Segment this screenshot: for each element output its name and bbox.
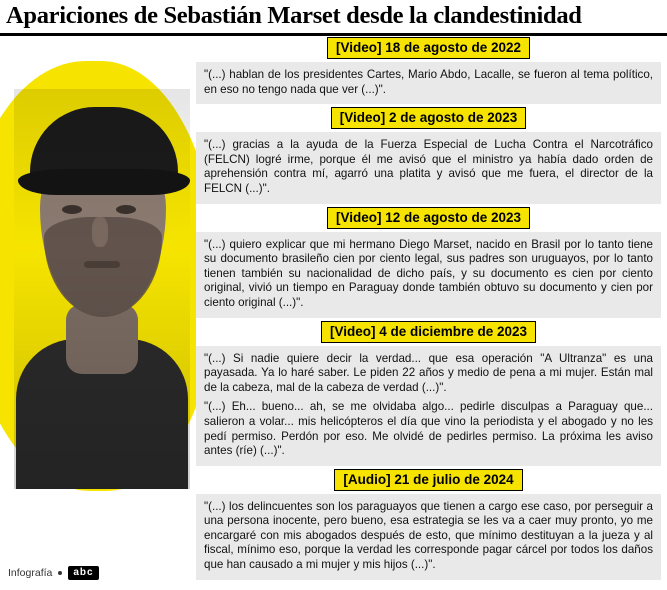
quote-heading-wrap — [196, 207, 661, 232]
quote-heading: [Video] 18 de agosto de 2022 — [327, 37, 530, 59]
portrait-column — [0, 37, 196, 590]
quote-heading-wrap — [196, 37, 661, 62]
quote-heading-wrap — [196, 469, 661, 494]
quote-body — [196, 494, 661, 580]
quote-heading: [Audio] 21 de julio de 2024 — [334, 469, 522, 491]
portrait-shading — [14, 89, 190, 489]
credit-label: Infografía — [8, 567, 53, 579]
quote-paragraph: "(...) Si nadie quiere decir la verdad... que esa operación "A Ultranza" es una payasada. Ya lo haré saber. Le piden 22 años y medio de pena a mi mujer. Están mal de la cabeza, mal de la cabeza de verdad (...)". — [204, 351, 653, 394]
credit — [8, 566, 99, 580]
quote-body — [196, 132, 661, 203]
quote-heading: [Video] 4 de diciembre de 2023 — [321, 321, 536, 343]
quote-paragraph: "(...) los delincuentes son los paraguayos que tienen a cargo ese caso, por perseguir a una persona inocente, pero bueno, esa estrategia se les va a caer muy pronto, yo me encargaré con mis abogados después de esto, que mínimo destituyan a la jueza y al fiscal, mínimo eso, porque la verdad les corresponde pagar cárcel por todos los daños que han causado a mi mujer y mis hijos (...)". — [204, 499, 653, 572]
portrait-photo — [14, 89, 190, 489]
quote-body — [196, 232, 661, 318]
quotes-column — [196, 37, 667, 590]
page-title-bar — [0, 0, 667, 32]
quote-block — [196, 107, 661, 203]
credit-separator-dot — [58, 571, 62, 575]
quote-block — [196, 321, 661, 466]
quote-heading-wrap — [196, 321, 661, 346]
quote-block — [196, 207, 661, 318]
page-title: Apariciones de Sebastián Marset desde la clandestinidad — [6, 2, 582, 29]
abc-logo: abc — [68, 566, 98, 580]
title-divider — [0, 33, 667, 36]
quote-block — [196, 469, 661, 580]
quote-body — [196, 346, 661, 466]
quote-heading: [Video] 2 de agosto de 2023 — [331, 107, 527, 129]
quote-block — [196, 37, 661, 104]
quote-paragraph: "(...) quiero explicar que mi hermano Diego Marset, nacido en Brasil por lo tanto tiene su documento brasileño cien por ciento legal, sus padres son uruguayos, por lo tanto tienen también su nacionalidad de dicho país, y su documento es cien por ciento original, vivió un tiempo en Paraguay donde también obtuvo su documento y cien por ciento original (...)". — [204, 237, 653, 309]
quote-heading-wrap — [196, 107, 661, 132]
quote-paragraph: "(...) gracias a la ayuda de la Fuerza Especial de Lucha Contra el Narcotráfico (FELCN) logré irme, porque él me avisó que el ministro ya había dado orden de aprehensión contra mí, agarró una platita y avisó que me fuera, el director de la FELCN (...)". — [204, 138, 653, 195]
quote-heading: [Video] 12 de agosto de 2023 — [327, 207, 530, 229]
quote-paragraph: "(...) Eh... bueno... ah, se me olvidaba algo... pedirle disculpas a Paraguay que... salieron a volar... mis helicópteros el día que vino la periodista y el abogado y no les pedí permiso. Perdón por eso. Me olvidé de pedirles permiso. La próxima les aviso antes (ríe) (...)". — [204, 400, 653, 458]
quote-body — [196, 62, 661, 104]
quote-paragraph: "(...) hablan de los presidentes Cartes, Mario Abdo, Lacalle, se fueron al tema político, en eso no tengo nada que ver (...)". — [204, 68, 653, 96]
